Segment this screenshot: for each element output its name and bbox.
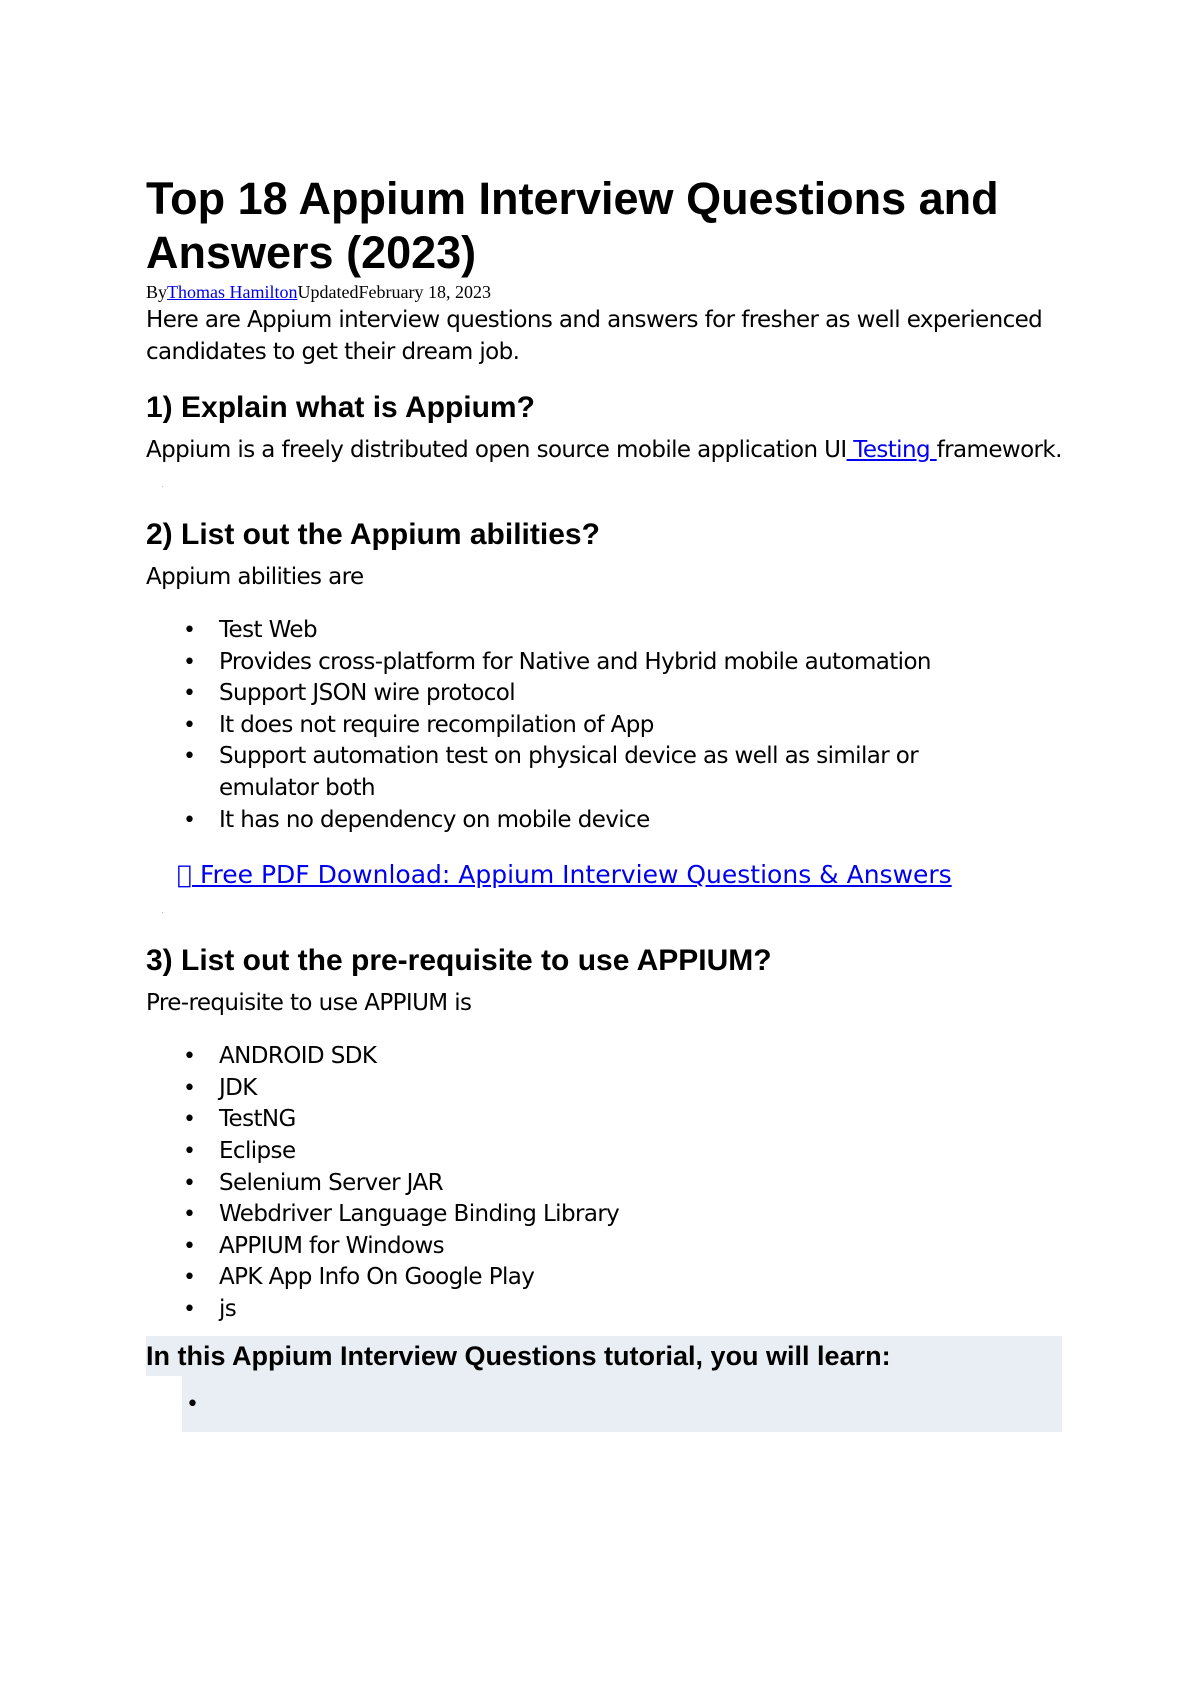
- list-item: • APPIUM for Windows: [219, 1231, 1062, 1263]
- list-item: • Webdriver Language Binding Library: [219, 1199, 1062, 1231]
- list-item: • js: [219, 1294, 1062, 1326]
- question-1-heading: 1) Explain what is Appium?: [146, 391, 535, 424]
- question-3-heading: 3) List out the pre-requisite to use APPIUM?: [146, 944, 772, 978]
- author-link[interactable]: Thomas Hamilton: [167, 282, 298, 302]
- answer-3-intro: Pre-requisite to use APPIUM is: [146, 990, 472, 1017]
- list-item: • ANDROID SDK: [219, 1041, 1062, 1073]
- question-2-heading: 2) List out the Appium abilities?: [146, 518, 600, 551]
- learn-bullet: •: [186, 1391, 199, 1417]
- answer-2-intro: Appium abilities are: [146, 564, 364, 590]
- list-item: • APK App Info On Google Play: [219, 1262, 1062, 1294]
- list-item: • TestNG: [219, 1104, 1062, 1136]
- page-title: Top 18 Appium Interview Questions and Answers (2023): [146, 173, 999, 278]
- intro-paragraph: Here are Appium interview questions and answers for fresher as well experienced candidates to get their dream job.: [146, 307, 1043, 365]
- byline-by: By: [146, 282, 168, 302]
- prerequisites-list: [146, 1041, 1062, 1325]
- list-item: • Support JSON wire protocol: [219, 678, 1062, 710]
- list-item: • JDK: [219, 1073, 1062, 1105]
- testing-link[interactable]: Testing: [846, 437, 937, 463]
- article: [146, 172, 1062, 1432]
- learn-heading: In this Appium Interview Questions tutorial, you will learn:: [146, 1336, 1062, 1376]
- list-item: • It does not require recompilation of App: [219, 710, 1062, 742]
- pdf-download-row: [177, 858, 1062, 892]
- list-item: • Provides cross-platform for Native and Hybrid mobile automation: [219, 647, 1062, 679]
- pdf-download-link[interactable]: [177, 860, 952, 889]
- byline-date: February 18, 2023: [358, 282, 491, 302]
- answer-1-text-end: framework.: [936, 437, 1062, 463]
- learn-box-indent: [146, 1376, 182, 1432]
- abilities-list: [146, 615, 1062, 836]
- pdf-download-label: Free PDF Download: Appium Interview Questions & Answers: [177, 860, 929, 890]
- answer-1-paragraph: [146, 434, 1062, 466]
- byline: [146, 280, 1062, 304]
- byline-updated: Updated: [297, 282, 359, 302]
- download-icon: [177, 860, 192, 889]
- list-item: • Selenium Server JAR: [219, 1168, 1062, 1200]
- list-item: • It has no dependency on mobile device: [219, 805, 1062, 837]
- answer-1-text: Appium is a freely distributed open source mobile application UI: [146, 437, 847, 463]
- list-item: • Support automation test on physical device as well as similar or emulator both: [219, 741, 999, 804]
- list-item: • Test Web: [219, 615, 1062, 647]
- learn-box: [146, 1336, 1062, 1432]
- list-item: • Eclipse: [219, 1136, 1062, 1168]
